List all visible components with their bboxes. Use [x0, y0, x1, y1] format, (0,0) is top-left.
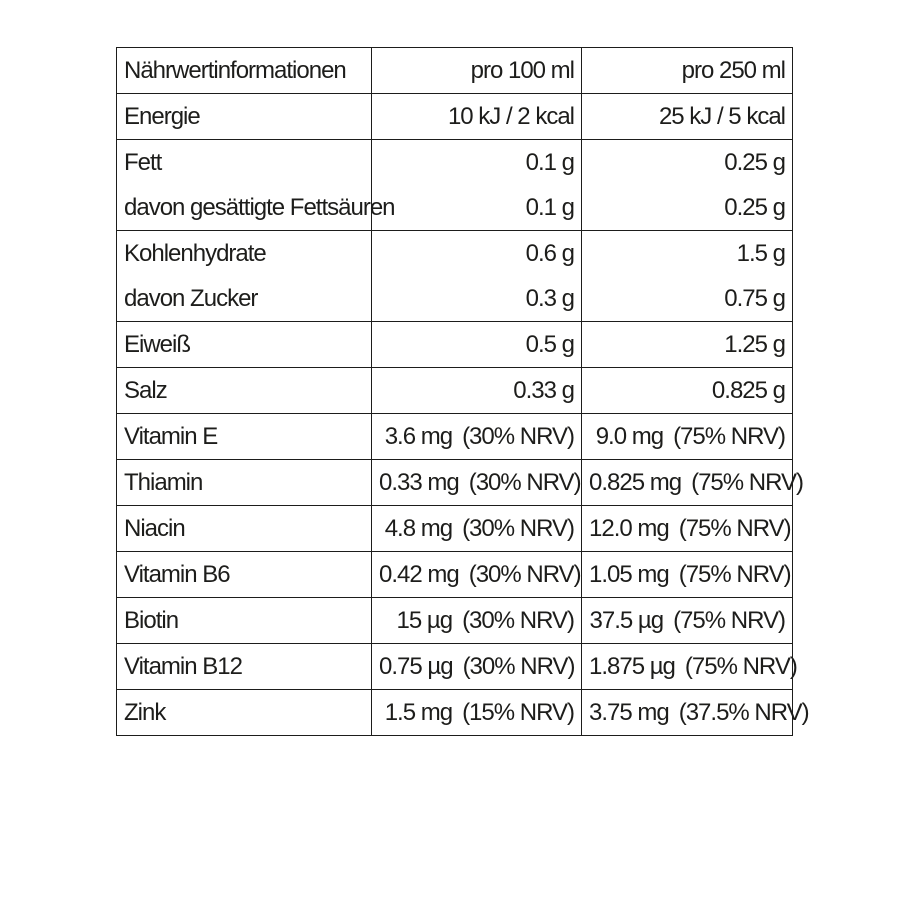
value-per-100ml-amount: 0.42 mg	[379, 561, 459, 588]
table-row	[117, 185, 793, 231]
value-per-100ml-amount: 0.5 g	[525, 331, 574, 358]
nutrient-label: Kohlenhydrate	[117, 231, 372, 277]
table-row	[117, 276, 793, 322]
value-per-250ml	[582, 552, 793, 598]
value-per-100ml	[372, 322, 582, 368]
value-per-100ml-amount: 15 µg	[396, 607, 453, 634]
table-row	[117, 552, 793, 598]
value-per-250ml	[582, 414, 793, 460]
nutrient-group	[117, 140, 793, 231]
table-row	[117, 506, 793, 552]
table-header-row	[117, 48, 793, 94]
value-per-100ml	[372, 690, 582, 736]
value-per-100ml	[372, 598, 582, 644]
value-per-100ml	[372, 460, 582, 506]
nutrient-label: Vitamin B6	[117, 552, 372, 598]
table-row	[117, 94, 793, 140]
value-per-250ml-nrv: (75% NRV)	[678, 515, 791, 542]
value-per-250ml-nrv: (75% NRV)	[691, 469, 804, 496]
value-per-250ml	[582, 644, 797, 690]
value-per-250ml-nrv: (75% NRV)	[673, 607, 785, 634]
table-row	[117, 644, 793, 690]
header-per-250ml: pro 250 ml	[582, 48, 793, 94]
nutrient-label: Thiamin	[117, 460, 372, 506]
value-per-250ml-nrv: (75% NRV)	[673, 423, 785, 450]
value-per-250ml-amount: 12.0 mg	[589, 515, 669, 542]
value-per-100ml-nrv: (30% NRV)	[462, 423, 574, 450]
table-row	[117, 322, 793, 368]
value-per-100ml-amount: 1.5 mg	[384, 699, 453, 726]
value-per-250ml-amount: 37.5 µg	[589, 607, 664, 634]
table-row	[117, 140, 793, 186]
value-per-250ml	[582, 276, 793, 322]
nutrient-group	[117, 94, 793, 140]
value-per-100ml	[372, 231, 582, 277]
value-per-250ml-amount: 3.75 mg	[589, 699, 669, 726]
value-per-250ml	[582, 231, 793, 277]
value-per-100ml-amount: 0.75 µg	[379, 653, 453, 680]
value-per-250ml-amount: 1.25 g	[724, 331, 785, 358]
value-per-250ml	[582, 140, 793, 186]
nutrient-label: Vitamin E	[117, 414, 372, 460]
value-per-100ml-amount: 3.6 mg	[384, 423, 453, 450]
nutrient-label: davon gesättigte Fettsäuren	[117, 185, 372, 231]
nutrition-table	[116, 47, 809, 736]
value-per-100ml	[372, 506, 582, 552]
value-per-250ml-amount: 25 kJ / 5 kcal	[658, 103, 785, 130]
table-row	[117, 368, 793, 414]
value-per-250ml-nrv: (75% NRV)	[678, 561, 791, 588]
nutrient-group	[117, 552, 793, 598]
value-per-250ml	[582, 322, 793, 368]
value-per-100ml	[372, 94, 582, 140]
nutrient-label: Zink	[117, 690, 372, 736]
value-per-100ml	[372, 368, 582, 414]
value-per-250ml-nrv: (75% NRV)	[684, 653, 797, 680]
nutrient-group	[117, 690, 809, 736]
value-per-100ml-amount: 4.8 mg	[384, 515, 453, 542]
value-per-250ml-amount: 9.0 mg	[595, 423, 664, 450]
value-per-100ml	[372, 644, 582, 690]
value-per-100ml-amount: 0.33 g	[513, 377, 574, 404]
value-per-250ml	[582, 506, 793, 552]
value-per-100ml	[372, 276, 582, 322]
nutrient-label: Energie	[117, 94, 372, 140]
nutrient-group	[117, 598, 793, 644]
value-per-100ml-nrv: (30% NRV)	[462, 653, 575, 680]
value-per-250ml-amount: 0.25 g	[724, 194, 785, 221]
nutrient-label: Fett	[117, 140, 372, 186]
value-per-100ml-nrv: (30% NRV)	[468, 561, 581, 588]
value-per-100ml	[372, 185, 582, 231]
nutrient-group	[117, 460, 804, 506]
value-per-250ml-amount: 0.825 g	[711, 377, 785, 404]
value-per-250ml-nrv: (37.5% NRV)	[678, 699, 809, 726]
value-per-100ml	[372, 552, 582, 598]
table-row	[117, 690, 793, 736]
value-per-100ml-amount: 0.33 mg	[379, 469, 459, 496]
table-row	[117, 460, 793, 506]
nutrient-label: Vitamin B12	[117, 644, 372, 690]
value-per-100ml	[372, 140, 582, 186]
nutrient-group	[117, 644, 797, 690]
value-per-100ml-amount: 0.1 g	[525, 194, 574, 221]
nutrient-label: Biotin	[117, 598, 372, 644]
value-per-250ml	[582, 598, 793, 644]
value-per-250ml-amount: 1.05 mg	[589, 561, 669, 588]
value-per-100ml-nrv: (15% NRV)	[462, 699, 574, 726]
value-per-100ml-amount: 0.6 g	[525, 240, 574, 267]
nutrient-label: Eiweiß	[117, 322, 372, 368]
value-per-100ml-nrv: (30% NRV)	[468, 469, 581, 496]
nutrient-label: Salz	[117, 368, 372, 414]
value-per-100ml-amount: 0.3 g	[525, 285, 574, 312]
table-header-group	[117, 48, 793, 94]
nutrient-group	[117, 368, 793, 414]
nutrient-label: davon Zucker	[117, 276, 372, 322]
value-per-250ml-amount: 0.825 mg	[589, 469, 682, 496]
table-row	[117, 231, 793, 277]
nutrient-group	[117, 231, 793, 322]
nutrient-label: Niacin	[117, 506, 372, 552]
nutrient-group	[117, 414, 793, 460]
header-per-100ml: pro 100 ml	[372, 48, 582, 94]
value-per-250ml-amount: 1.5 g	[736, 240, 785, 267]
header-label: Nährwertinformationen	[117, 48, 372, 94]
value-per-100ml	[372, 414, 582, 460]
value-per-250ml-amount: 0.75 g	[724, 285, 785, 312]
value-per-250ml	[582, 185, 793, 231]
value-per-250ml	[582, 690, 809, 736]
value-per-250ml-amount: 0.25 g	[724, 149, 785, 176]
table-row	[117, 414, 793, 460]
value-per-100ml-amount: 0.1 g	[525, 149, 574, 176]
table-row	[117, 598, 793, 644]
value-per-250ml-amount: 1.875 µg	[589, 653, 675, 680]
nutrient-group	[117, 322, 793, 368]
value-per-250ml	[582, 94, 793, 140]
value-per-100ml-nrv: (30% NRV)	[462, 607, 574, 634]
value-per-100ml-nrv: (30% NRV)	[462, 515, 574, 542]
value-per-250ml	[582, 368, 793, 414]
nutrient-group	[117, 506, 793, 552]
value-per-100ml-amount: 10 kJ / 2 kcal	[447, 103, 574, 130]
value-per-250ml	[582, 460, 804, 506]
